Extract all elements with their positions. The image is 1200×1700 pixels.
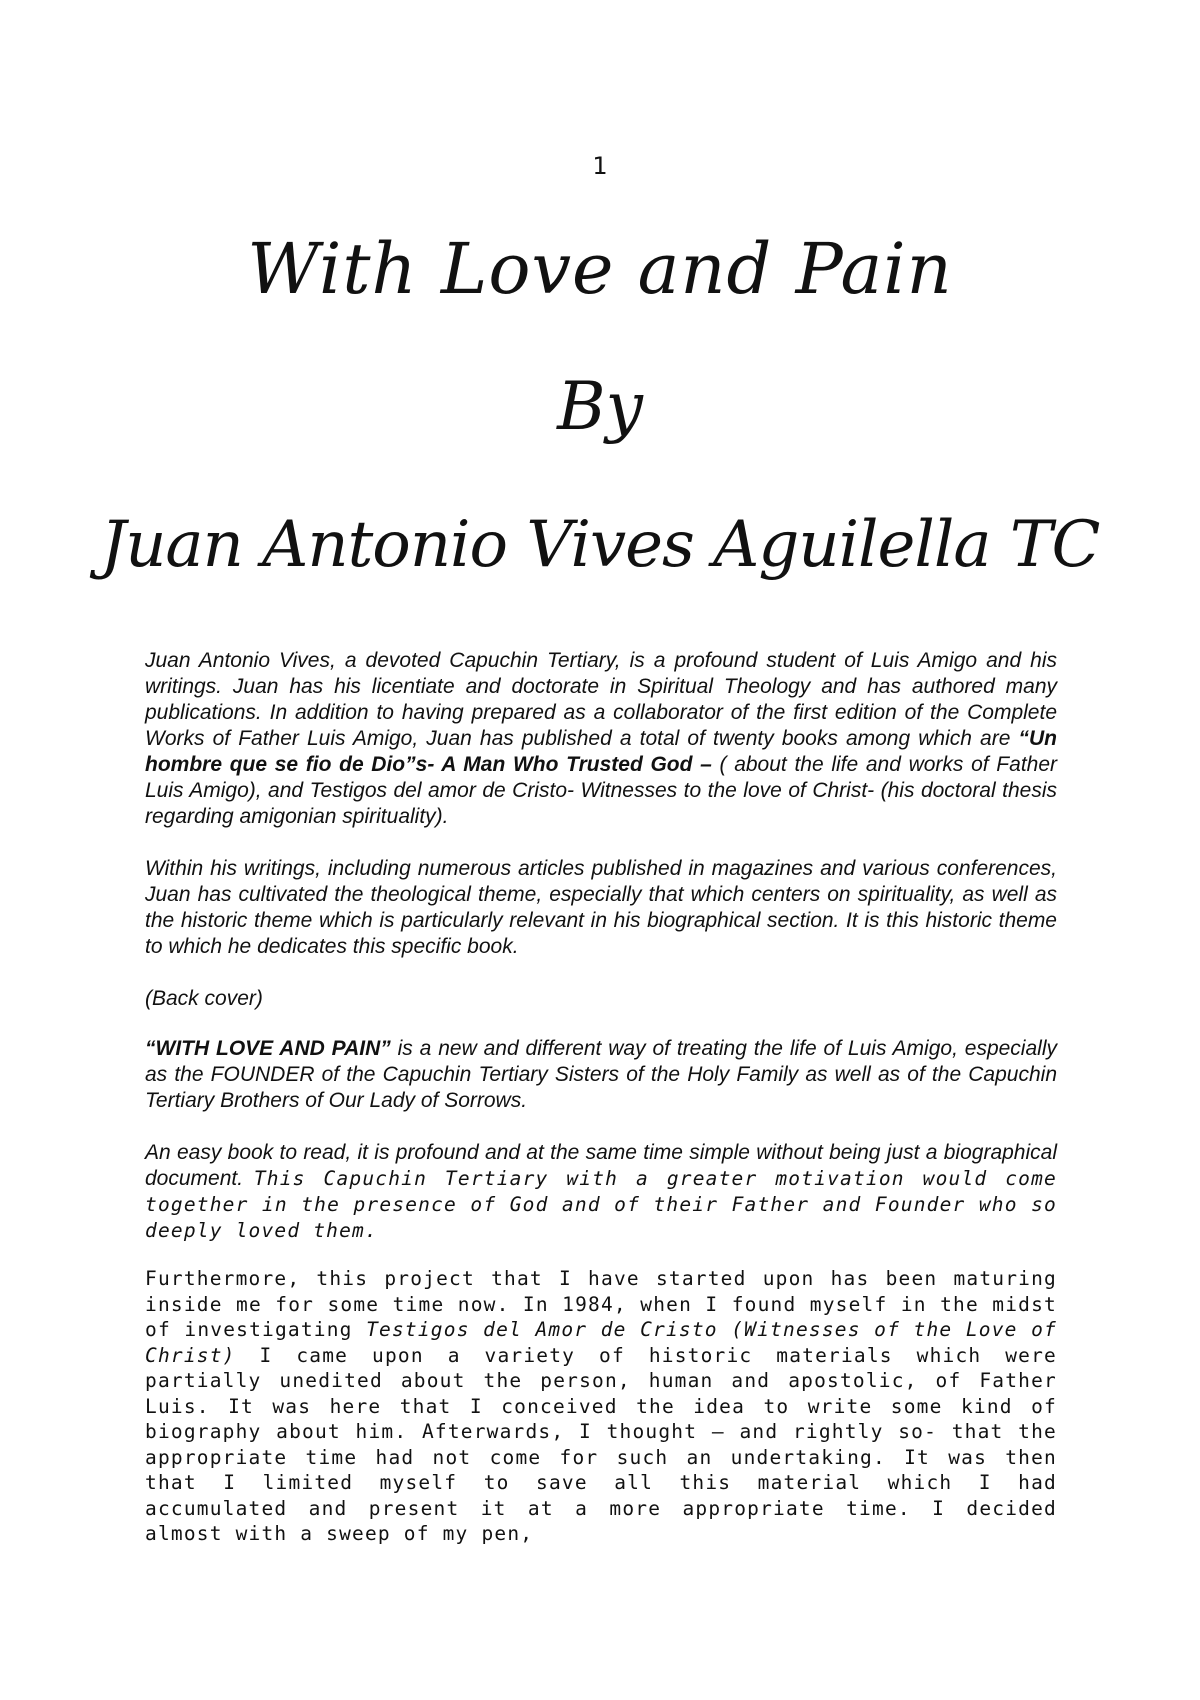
page-number: 1	[592, 152, 608, 180]
furthermore-text-end: I came upon a variety of historic materials which were partially unedited about the person, human and apostolic, of Father Luis. It was here that I conceived the idea to write some kind of biography about him. Afterwards, I thought – and rightly so- that the appropriate time had not come for such an undertaking. It was then that I limited myself to save all this material which I had accumulated and present it at a more appropriate time. I decided almost with a sweep of my pen,	[145, 1343, 1057, 1545]
author-bio-paragraph	[145, 648, 1057, 830]
author-name: Juan Antonio Vives Aguilella TC	[100, 508, 1100, 582]
easy-read-text: An easy book to read, it is profound and at the same time simple without being just a biographical document.	[145, 1141, 1057, 1190]
byline-by: By	[557, 368, 643, 445]
book-title: With Love and Pain	[247, 228, 953, 310]
furthermore-italic-title: Testigos del Amor de Cristo (Witnesses of the Love of Christ)	[145, 1318, 1057, 1367]
furthermore-text-start: Furthermore, this project that I have started upon has been maturing inside me for some time now. In 1984, when I found myself in the midst of investigating	[145, 1267, 1057, 1341]
back-cover-title-bold: “WITH LOVE AND PAIN”	[145, 1037, 391, 1060]
back-cover-text-rest: is a new and different way of treating the life of Luis Amigo, especially as the FOUNDER of the Capuchin Tertiary Sisters of the Holy Family as well as of the Capuchin Tertiary Brothers of Our Lady of Sorrows.	[145, 1037, 1057, 1112]
furthermore-paragraph	[145, 1266, 1057, 1547]
bio-text-end: ( about the life and works of Father Luis Amigo), and Testigos del amor de Cristo- Witnesses to the love of Christ- (his doctoral thesis regarding amigonian spirituality).	[145, 753, 1058, 828]
writings-paragraph	[145, 856, 1057, 960]
bio-text-start: Juan Antonio Vives, a devoted Capuchin Tertiary, is a profound student of Luis Amigo and his writings. Juan has his licentiate and doctorate in Spiritual Theology and has authored many publications. In addition to having prepared as a collaborator of the first edition of the Complete Works of Father Luis Amigo, Juan has published a total of twenty books among which are	[145, 649, 1057, 750]
writings-text: Within his writings, including numerous articles published in magazines and various conferences, Juan has cultivated the theological theme, especially that which centers on spirituality, as well as the historic theme which is particularly relevant in his biographical section. It is this historic theme to which he dedicates this specific book.	[145, 857, 1057, 958]
back-cover-label	[145, 986, 1057, 1012]
back-cover-text: (Back cover)	[145, 987, 263, 1010]
easy-read-mono-text: This Capuchin Tertiary with a greater motivation would come together in the presence of God and of their Father and Founder who so deeply loved them.	[145, 1167, 1057, 1242]
bio-book-title-bold: “Un hombre que se fio de Dio”s- A Man Who Trusted God –	[145, 727, 1057, 776]
back-cover-paragraph	[145, 1036, 1057, 1114]
easy-read-paragraph	[145, 1140, 1057, 1244]
